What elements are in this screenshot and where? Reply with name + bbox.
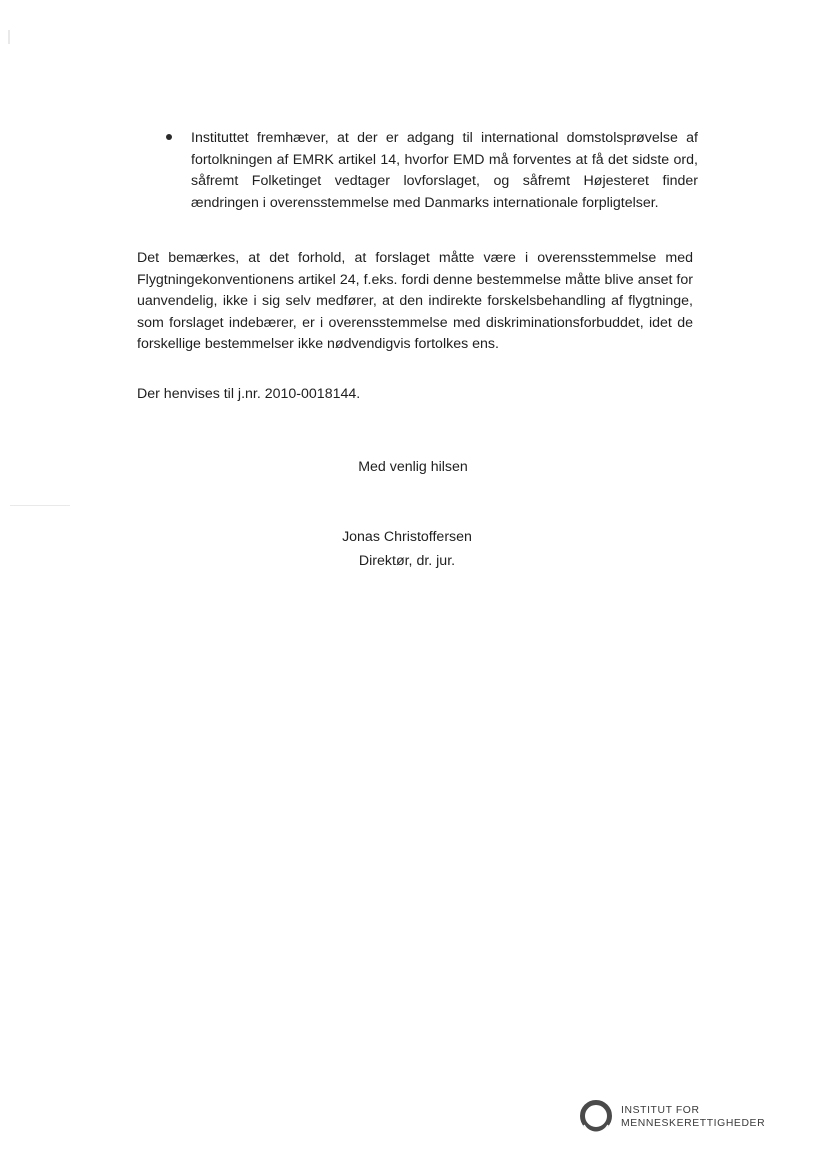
ring-logo-icon <box>578 1098 614 1134</box>
logo-line-1: INSTITUT FOR <box>621 1105 700 1116</box>
logo-line-2: MENNESKERETTIGHEDER <box>621 1118 766 1129</box>
signer-title: Direktør, dr. jur. <box>358 553 456 569</box>
bullet-icon <box>166 134 172 140</box>
bullet-list-item <box>163 128 698 214</box>
closing-greeting: Med venlig hilsen <box>358 459 468 475</box>
scan-artifact <box>10 505 70 506</box>
signer-name: Jonas Christoffersen <box>342 529 472 545</box>
body-paragraph: Det bemærkes, at det forhold, at forslaget måtte være i overensstemmelse med Flygtningekonventionens artikel 24, f.eks. fordi denne bestemmelse måtte blive anset for uanvendelig, ikke i sig selv medfører, at den indirekte forskelsbehandling af flygtninge, som forslaget indebærer, er i overensstemmelse med diskriminationsforbuddet, idet de forskellige bestemmelser ikke nødvendigvis fortolkes ens. <box>137 250 693 353</box>
bullet-text: Instituttet fremhæver, at der er adgang til international domstolsprøvelse af fortolkningen af EMRK artikel 14, hvorfor EMD må forventes at få det sidste ord, såfremt Folketinget vedtager lovforslaget, og såfremt Højesteret finder ændringen i overensstemmelse med Danmarks internationale forpligtelser. <box>191 130 698 211</box>
logo-text <box>621 1104 765 1130</box>
reference-line: Der henvises til j.nr. 2010-0018144. <box>137 386 361 402</box>
scan-artifact <box>8 30 10 44</box>
institution-logo <box>578 1098 778 1138</box>
